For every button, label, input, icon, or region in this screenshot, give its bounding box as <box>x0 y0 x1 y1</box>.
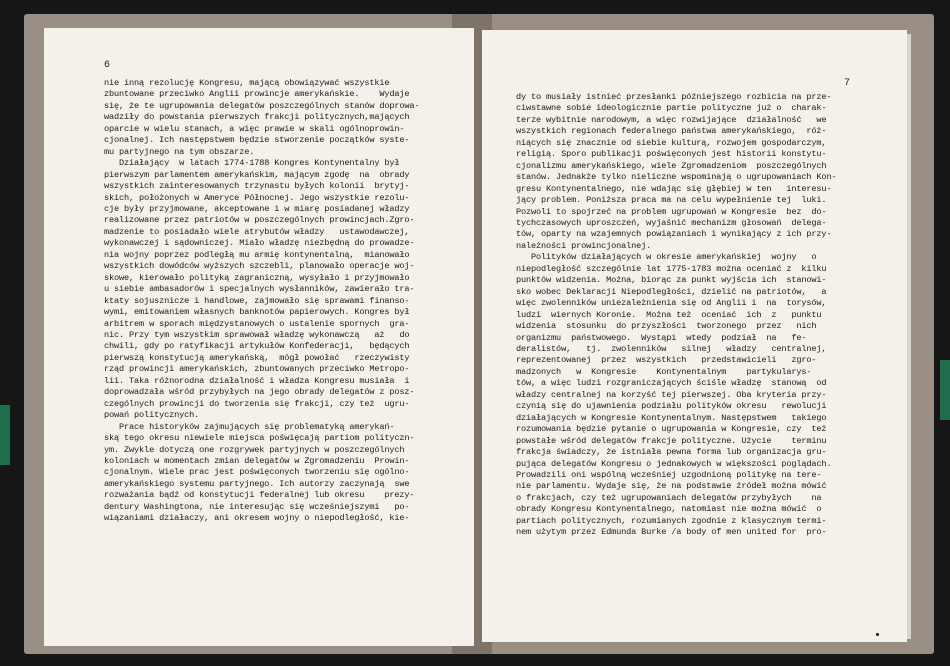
right-page <box>482 30 907 642</box>
left-text-line: doprowadzała wśród przybyłych na jego obrady delegatów z posz- <box>104 387 415 398</box>
left-text-line: nic. Przy tym wszystkim sprawował władzę wykonawczą aż do <box>104 329 410 340</box>
right-text-line: frakcja świadczy, że istniała pewna forma lub organizacja gru- <box>516 447 827 458</box>
left-page-text <box>104 78 419 525</box>
left-text-line: Działający w latach 1774-1788 Kongres Kontynentalny był <box>104 158 400 169</box>
left-text-line: ską tego okresu niewiele miejsca poświęcają partiom polityczn- <box>104 433 415 444</box>
left-text-line: ym. Zwykle dotyczą one rozgrywek partyjnych w poszczególnych <box>104 444 405 455</box>
left-text-line: skich, położonych w Ameryce Północnej. Jego wszystkie rezolu- <box>104 192 410 203</box>
right-text-line: deralistów, tj. zwolenników silnej władzy centralnej, <box>516 343 827 354</box>
right-text-line: niących się znacznie od siebie kulturą, rozwojem gospodarczym, <box>516 137 827 148</box>
right-text-line: rozumowania będzie pytanie o ugrupowania w Kongresie, czy też <box>516 424 827 435</box>
left-text-line: zbuntowane przeciwko Anglii prowincje amerykańskie. Wydaje <box>104 89 410 100</box>
left-text-line: Prace historyków zajmujących się problematyką amerykań- <box>104 421 395 432</box>
right-text-line: tów, oparty na wzajemnych powiązaniach i wynikający z ich przy- <box>516 229 832 240</box>
right-text-line: Polityków działających w okresie amerykańskiej wojny o <box>516 252 817 263</box>
left-text-line: madzenie to posiadało wiele atrybutów władzy ustawodawczej, <box>104 226 410 237</box>
right-text-line: nie parlamentu. Wydaje się, że na podstawie źródeł można mówić <box>516 481 827 492</box>
left-text-line: pierwszą konstytucją amerykańską, mógł powołać rzeczywisty <box>104 352 410 363</box>
left-text-line: rozważania bądź od konstytucji federalnej lub okresu prezy- <box>104 490 415 501</box>
right-text-line: terze wybitnie narodowym, a więc rozwijające działalność we <box>516 114 827 125</box>
right-text-line: widzenia stosunku do przyszłości tworzonego przez nich <box>516 321 817 332</box>
right-text-line: działających w Kongresie Kontynentalnym. Następstwem takiego <box>516 412 827 423</box>
left-page <box>44 28 474 646</box>
bookmark-ribbon-left <box>0 405 10 465</box>
left-text-line: się, że te ugrupowania delegatów poszczególnych stanów doprowa- <box>104 100 420 111</box>
bookmark-ribbon-right <box>940 360 950 420</box>
left-text-line: wszystkich zainteresowanych trzynastu byłych kolonii brytyj- <box>104 181 410 192</box>
left-text-line: nia wojny poprzez podległą mu armię kontynentalną, mianowało <box>104 249 410 260</box>
page-mark-dot <box>876 633 879 636</box>
right-text-line: o frakcjach, czy też ugrupowaniach delegatów przybyłych na <box>516 492 822 503</box>
right-text-line: wszystkich regionach federalnego państwa amerykańskiego, róż- <box>516 126 827 137</box>
left-text-line: wykonawczej i sądowniczej. Miało władzę niezbędną do prowadze- <box>104 238 415 249</box>
right-text-line: tychczasowych uproszczeń, wyjaśnić mechanizm głosowań delega- <box>516 217 827 228</box>
right-page-text <box>516 92 836 539</box>
left-text-line: ktaty sojusznicze i handlowe, zajmowało się sprawami finanso- <box>104 295 410 306</box>
left-text-line: wszystkich dowódców wyższych szczebli, planowało operacje woj- <box>104 261 415 272</box>
right-text-line: więc zwolenników uniezależnienia się od Anglii i na torysów, <box>516 298 827 309</box>
left-text-line: powań politycznych. <box>104 410 200 421</box>
left-text-line: wadziły do powstania pierwszych frakcji politycznych,mających <box>104 112 410 123</box>
right-text-line: niepodległość szczególnie lat 1775-1783 można oceniać z kilku <box>516 263 827 274</box>
right-text-line: organizmu państwowego. Wystąpi wtedy podział na fe- <box>516 332 807 343</box>
left-text-line: skowe, kierowało polityką zagraniczną, wysyłało i przyjmowało <box>104 272 410 283</box>
left-text-line: realizowane przez patriotów w poszczególnych prowincjach.Zgro- <box>104 215 415 226</box>
right-text-line: Prowadzili oni wspólną wcześniej uzgodnioną politykę na tere- <box>516 469 822 480</box>
left-text-line: amerykańskiego systemu partyjnego. Ich autorzy zaczynają swe <box>104 478 410 489</box>
right-text-line: reprezentowanej przez wszystkich przedstawicieli zgro- <box>516 355 817 366</box>
right-text-line: tów, a więc ludzi rozgraniczających ściśle władzę stanową od <box>516 378 827 389</box>
left-text-line: czególnych prowincji do tworzenia się frakcji, czy też ugru- <box>104 398 410 409</box>
left-text-line: u siebie ambasadorów i specjalnych wysłanników, zawierało tra- <box>104 284 415 295</box>
left-text-line: mu partyjnego na tym obszarze. <box>104 146 255 157</box>
left-text-line: wymi, emitowaniem własnych banknotów papierowych. Kongres był <box>104 307 410 318</box>
left-text-line: koloniach w momentach zmian delegatów w Zgromadzeniu Prowin- <box>104 455 410 466</box>
left-text-line: dentury Washingtona, nie interesując się wcześniejszymi po- <box>104 501 410 512</box>
right-text-line: dy to musiały istnieć przesłanki późniejszego rozbicia na prze- <box>516 92 832 102</box>
right-text-line: stanów. Jednakże tylko nieliczne wspominają o ugrupowaniach Kon- <box>516 172 837 183</box>
left-text-line: cje były przyjmowane, akceptowane i w miarę posiadanej władzy <box>104 203 410 214</box>
left-text-line: nie inną rezolucję Kongresu, mającą obowiązywać wszystkie <box>104 78 390 88</box>
right-text-line: gresu Kontynentalnego, nie wdając się głębiej w ten interesu- <box>516 183 832 194</box>
right-text-line: ludzi wiernych Koronie. Można też oceniać ich z punktu <box>516 309 822 320</box>
right-text-line: madzonych w Kongresie Kontynentalnym partykularys- <box>516 366 812 377</box>
right-text-line: sko wobec Deklaracji Niepodległości, dzielić na patriotów, a <box>516 286 827 297</box>
left-text-line: rząd prowincji amerykańskich, zbuntowanych przeciwko Metropo- <box>104 364 410 375</box>
right-text-line: partiach politycznych, rozumianych zgodnie z klasycznym termi- <box>516 515 827 526</box>
right-text-line: cjonalizmu amerykańskiego, wiele Zgromadzeniom poszczególnych <box>516 160 827 171</box>
page-number-left: 6 <box>104 60 111 71</box>
left-text-line: pierwszym parlamentem amerykańskim, mającym zgodę na obrady <box>104 169 410 180</box>
left-text-line: lii. Taka różnorodna działalność i władza Kongresu musiała i <box>104 375 410 386</box>
left-text-line: cjonalnej. Ich następstwem będzie stworzenie początków syste- <box>104 135 410 146</box>
left-text-line: chwili, gdy po ratyfikacji artykułów Konfederacji, będących <box>104 341 410 352</box>
right-text-line: obrady Kongresu Kontynentalnego, natomiast nie można mówić o <box>516 504 822 515</box>
right-text-line: powstałe wśród delegatów frakcje polityczne. Użycie terminu <box>516 435 827 446</box>
right-text-line: punktów widzenia. Można, biorąc za punkt wyjścia ich stanowi- <box>516 275 827 286</box>
page-edges <box>907 34 911 639</box>
left-text-line: oparcie w wielu stanach, a więc prawie w skali ogólnoprowin- <box>104 123 405 134</box>
right-text-line: ciwstawne sobie ideologicznie partie polityczne już o charak- <box>516 103 827 114</box>
right-text-line: religią. Sporo publikacji poświęconych jest historii konstytu- <box>516 149 827 160</box>
right-text-line: jący problem. Poniższa praca ma na celu wypełnienie tej luki. <box>516 195 827 206</box>
right-text-line: władzy centralnej na korzyść tej pierwszej. Oba kryteria przy- <box>516 389 827 400</box>
right-text-line: nem użytym przez Edmunda Burke /a body of men united for pro- <box>516 527 827 538</box>
page-number-right: 7 <box>844 78 851 89</box>
right-text-line: pująca delegatów Kongresu o jednakowych w większości poglądach. <box>516 458 832 469</box>
left-text-line: wiązaniami działaczy, ani okresem wojny o niepodległość, kie- <box>104 513 410 524</box>
right-text-line: Pozwoli to spojrzeć na problem ugrupowań w Kongresie bez do- <box>516 206 827 217</box>
left-text-line: arbitrem w sporach międzystanowych o ustalenie spornych gra- <box>104 318 410 329</box>
right-text-line: należności prowincjonalnej. <box>516 240 652 251</box>
left-text-line: cjonalnym. Wiele prac jest poświęconych tworzeniu się ogólno- <box>104 467 410 478</box>
right-text-line: czynią się do ujawnienia podziału polityków okresu rewolucji <box>516 401 827 412</box>
